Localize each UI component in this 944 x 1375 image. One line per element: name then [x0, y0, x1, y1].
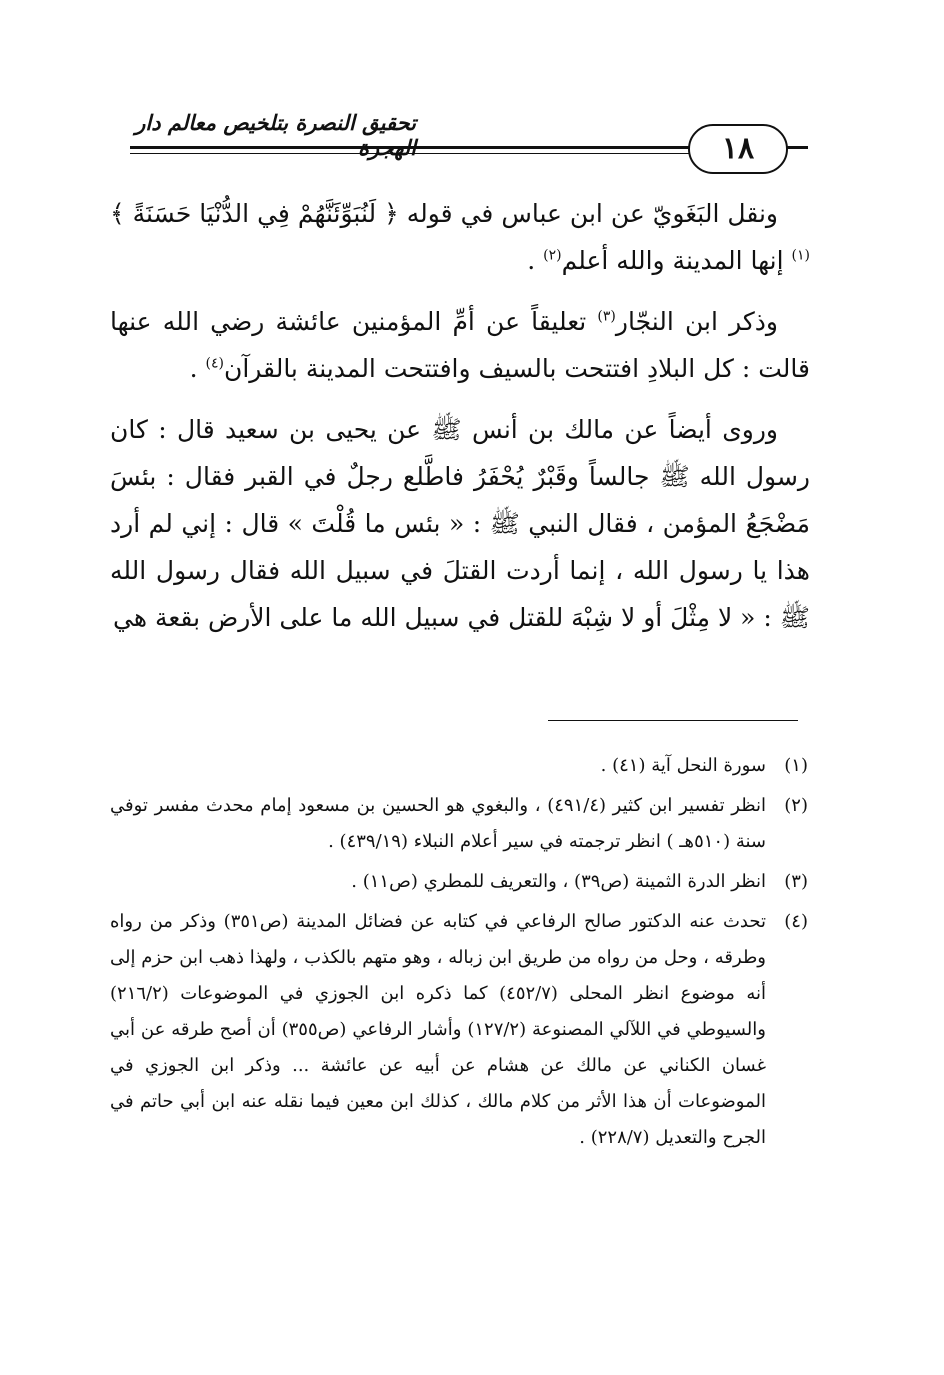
footnote-ref: (١)	[791, 247, 810, 264]
footnote-number: (٢)	[784, 795, 808, 816]
running-title: تحقيق النصرة بتلخيص معالم دار الهجرة	[135, 110, 416, 160]
footnote-text: تحدث عنه الدكتور صالح الرفاعي في كتابه عن فضائل المدينة (ص٣٥١) وذكر من رواه وطرقه ، وحل من رواه من طريق ابن زباله ، وهو متهم بالكذب ، ولهذا ذهب ابن حزم إلى أنه موضوع انظر المحلى (٤٥٢/٧) كما ذكره ابن الجوزي في الموضوعات (٢١٦/٢) والسيوطي في اللآلي المصنوعة (١٢٧/٢) وأشار الرفاعي (ص٣٥٥) أن أصح طرقه عن أبي غسان الكناني عن مالك عن هشام عن أبيه عن عائشة ... وذكر ابن الجوزي في الموضوعات أن هذا الأثر من كلام مالك ، كذلك ابن معين فيما نقله عنه ابن أبي حاتم في الجرح والتعديل (٢٢٨/٧) .	[110, 911, 767, 1148]
header-rule	[130, 146, 690, 149]
footnote-item	[110, 748, 808, 784]
footnote-ref: (٤)	[205, 355, 224, 372]
footnote-ref: (٢)	[543, 247, 562, 264]
footnote-item	[110, 788, 808, 860]
footnotes	[110, 748, 808, 1160]
footnote-text: انظر الدرة الثمينة (ص٣٩) ، والتعريف للمطري (ص١١) .	[351, 871, 766, 892]
paragraph-1-end: .	[527, 246, 544, 275]
footnote-rule	[548, 720, 798, 721]
main-text	[110, 190, 810, 655]
paragraph-2-text: وذكر ابن النجّار	[615, 307, 778, 336]
paragraph-2-text-2: تعليقاً عن أمِّ المؤمنين عائشة رضي الله عنها قالت : كل البلادِ افتتحت بالسيف وافتتحت المدينة بالقرآن	[110, 307, 810, 383]
footnote-item	[110, 864, 808, 900]
footnote-number: (٣)	[784, 871, 808, 892]
footnote-item	[110, 904, 808, 1156]
header-rule-thin	[130, 153, 690, 154]
paragraph-1	[110, 190, 810, 284]
paragraph-3: وروى أيضاً عن مالك بن أنس ﷺ عن يحيى بن سعيد قال : كان رسول الله ﷺ جالساً وقَبْرٌ يُحْفَرُ فاطَّلع رجلٌ في القبر فقال : بئسَ مَضْجَعُ المؤمن ، فقال النبي ﷺ : « بئس ما قُلْتَ » قال : إني لم أرد هذا يا رسول الله ، إنما أردت القتلَ في سبيل الله فقال رسول الله ﷺ : « لا مِثْلَ أو لا شِبْهَ للقتل في سبيل الله ما على الأرض بقعة هي	[110, 415, 810, 632]
paragraph-2-end: .	[189, 354, 206, 383]
paragraph-1-text-2: إنها المدينة والله أعلم	[561, 246, 792, 275]
page-number: ١٨	[688, 124, 788, 174]
paragraph-2	[110, 298, 810, 392]
footnote-ref: (٣)	[597, 308, 616, 325]
footnote-text: سورة النحل آية (٤١) .	[600, 755, 766, 776]
paragraph-1-text: ونقل البَغَويّ عن ابن عباس في قوله ﴿ لَنُبَوِّئَنَّهُمْ فِي الدُّنْيَا حَسَنَةً ﴾	[110, 199, 778, 228]
footnote-text: انظر تفسير ابن كثير (٤٩١/٤) ، والبغوي هو الحسين بن مسعود إمام محدث مفسر توفي سنة (٥١٠هـ ) انظر ترجمته في سير أعلام النبلاء (٤٣٩/١٩) .	[110, 795, 767, 852]
footnote-number: (١)	[784, 755, 808, 776]
footnote-number: (٤)	[784, 911, 808, 932]
